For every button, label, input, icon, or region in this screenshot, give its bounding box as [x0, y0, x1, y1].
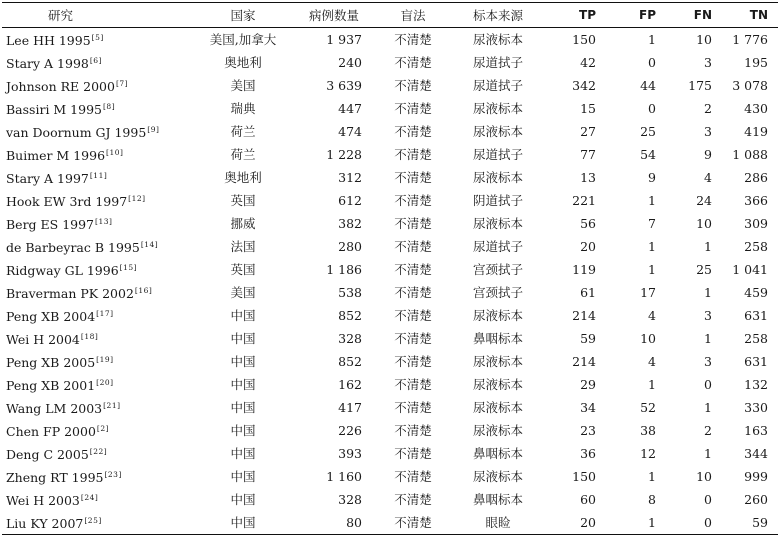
table-row — [2, 74, 778, 97]
cell-study — [2, 258, 194, 281]
cell-fp: 9 — [648, 169, 656, 185]
cell-sample: 阴道拭子 — [472, 192, 523, 208]
cell-blind: 不清楚 — [394, 284, 432, 300]
cell-cases: 3 639 — [326, 77, 362, 93]
cell-cases: 852 — [338, 307, 362, 323]
cell-cases: 328 — [338, 330, 362, 346]
cell-tp: 34 — [580, 399, 596, 415]
cell-sample: 尿液标本 — [472, 100, 523, 116]
table-row — [2, 235, 778, 258]
cell-blind: 不清楚 — [394, 468, 432, 484]
cell-fp: 38 — [640, 422, 656, 438]
header-tn: TN — [749, 8, 768, 22]
study-name: Peng XB 2004 — [6, 309, 96, 324]
cell-fp: 12 — [640, 445, 656, 461]
cell-tp: 221 — [572, 192, 596, 208]
cell-tn: 163 — [744, 422, 768, 438]
cell-blind: 不清楚 — [394, 491, 432, 507]
cell-study — [2, 419, 194, 442]
table-row — [2, 373, 778, 396]
cell-blind: 不清楚 — [394, 169, 432, 185]
study-name: Lee HH 1995 — [6, 33, 91, 48]
cell-study — [2, 350, 194, 373]
study-name: Peng XB 2005 — [6, 355, 96, 370]
cell-fn: 1 — [704, 330, 712, 346]
cell-blind: 不清楚 — [394, 100, 432, 116]
cell-fn: 1 — [704, 238, 712, 254]
cell-country: 奥地利 — [224, 54, 262, 70]
cell-fp: 1 — [648, 468, 656, 484]
table-row — [2, 143, 778, 166]
cell-sample: 鼻咽标本 — [472, 445, 523, 461]
cell-blind: 不清楚 — [394, 238, 432, 254]
cell-sample: 尿液标本 — [472, 31, 523, 47]
cell-country: 瑞典 — [230, 100, 256, 116]
cell-study — [2, 304, 194, 327]
cell-cases: 240 — [338, 54, 362, 70]
study-name: Stary A 1998 — [6, 56, 89, 71]
cell-country: 英国 — [230, 192, 256, 208]
reference-marker: [12] — [128, 194, 146, 203]
cell-study — [2, 511, 194, 535]
cell-sample: 尿液标本 — [472, 376, 523, 392]
cell-country: 美国 — [230, 77, 256, 93]
cell-tp: 20 — [580, 514, 596, 530]
cell-sample: 鼻咽标本 — [472, 491, 523, 507]
cell-cases: 80 — [346, 514, 362, 530]
cell-tn: 309 — [744, 215, 768, 231]
cell-blind: 不清楚 — [394, 445, 432, 461]
cell-fn: 3 — [704, 353, 712, 369]
cell-blind: 不清楚 — [394, 514, 432, 530]
cell-blind: 不清楚 — [394, 54, 432, 70]
table-row — [2, 120, 778, 143]
cell-tn: 260 — [744, 491, 768, 507]
cell-fp: 1 — [648, 514, 656, 530]
cell-study — [2, 166, 194, 189]
cell-blind: 不清楚 — [394, 353, 432, 369]
cell-sample: 尿道拭子 — [472, 146, 523, 162]
cell-fn: 3 — [704, 54, 712, 70]
table-row — [2, 212, 778, 235]
cell-fp: 8 — [648, 491, 656, 507]
cell-tn: 195 — [744, 54, 768, 70]
header-cases: 病例数量 — [308, 8, 359, 23]
cell-tp: 56 — [580, 215, 596, 231]
cell-blind: 不清楚 — [394, 215, 432, 231]
cell-tn: 3 078 — [732, 77, 768, 93]
cell-country: 美国 — [230, 284, 256, 300]
cell-cases: 312 — [338, 169, 362, 185]
header-blind: 盲法 — [400, 8, 426, 23]
cell-blind: 不清楚 — [394, 422, 432, 438]
header-fn: FN — [693, 8, 712, 22]
cell-country: 挪威 — [230, 215, 256, 231]
cell-tp: 29 — [580, 376, 596, 392]
header-sample: 标本来源 — [472, 8, 523, 23]
header-tp: TP — [579, 8, 596, 22]
study-name: Braverman PK 2002 — [6, 286, 134, 301]
cell-tp: 27 — [580, 123, 596, 139]
table-row — [2, 442, 778, 465]
reference-marker: [14] — [140, 240, 159, 249]
study-name: Chen FP 2000 — [6, 424, 96, 439]
cell-sample: 尿液标本 — [472, 169, 523, 185]
cell-country: 中国 — [230, 514, 256, 530]
cell-cases: 538 — [338, 284, 362, 300]
cell-fn: 2 — [704, 422, 712, 438]
study-name: Wang LM 2003 — [6, 401, 103, 416]
cell-fp: 25 — [640, 123, 656, 139]
study-name: Zheng RT 1995 — [6, 470, 104, 485]
cell-study — [2, 51, 194, 74]
cell-cases: 328 — [338, 491, 362, 507]
table-row — [2, 350, 778, 373]
table-header — [2, 3, 778, 28]
cell-blind: 不清楚 — [394, 31, 432, 47]
study-table-container — [2, 2, 778, 535]
table-row — [2, 281, 778, 304]
cell-study — [2, 488, 194, 511]
cell-tp: 59 — [580, 330, 596, 346]
study-name: Stary A 1997 — [6, 171, 89, 186]
reference-marker: [9] — [147, 125, 160, 134]
study-name: Johnson RE 2000 — [6, 79, 115, 94]
cell-blind: 不清楚 — [394, 123, 432, 139]
study-name: Deng C 2005 — [6, 447, 89, 462]
cell-tn: 59 — [752, 514, 768, 530]
cell-fp: 0 — [648, 100, 656, 116]
cell-blind: 不清楚 — [394, 146, 432, 162]
cell-tp: 119 — [572, 261, 596, 277]
cell-study — [2, 97, 194, 120]
cell-study — [2, 396, 194, 419]
cell-tp: 214 — [572, 307, 596, 323]
cell-country: 中国 — [230, 468, 256, 484]
cell-blind: 不清楚 — [394, 330, 432, 346]
cell-sample: 尿液标本 — [472, 215, 523, 231]
cell-study — [2, 373, 194, 396]
study-name: Ridgway GL 1996 — [6, 263, 119, 278]
cell-fp: 17 — [640, 284, 656, 300]
cell-fn: 0 — [704, 491, 712, 507]
cell-country: 荷兰 — [230, 146, 256, 162]
cell-tn: 330 — [744, 399, 768, 415]
table-row — [2, 419, 778, 442]
reference-marker: [10] — [106, 148, 124, 157]
cell-sample: 鼻咽标本 — [472, 330, 523, 346]
cell-tp: 60 — [580, 491, 596, 507]
cell-study — [2, 465, 194, 488]
table-row — [2, 511, 778, 535]
study-name: Hook EW 3rd 1997 — [6, 194, 128, 209]
cell-cases: 393 — [338, 445, 362, 461]
cell-cases: 1 160 — [326, 468, 362, 484]
cell-fn: 10 — [696, 215, 712, 231]
study-name: de Barbeyrac B 1995 — [6, 240, 140, 255]
cell-tn: 132 — [744, 376, 768, 392]
cell-tn: 631 — [744, 307, 768, 323]
cell-study — [2, 212, 194, 235]
cell-tp: 13 — [580, 169, 596, 185]
reference-marker: [2] — [96, 424, 110, 433]
reference-marker: [21] — [103, 401, 121, 410]
cell-tn: 258 — [744, 330, 768, 346]
cell-tn: 459 — [744, 284, 768, 300]
table-row — [2, 465, 778, 488]
cell-cases: 447 — [338, 100, 362, 116]
cell-study — [2, 28, 194, 52]
cell-country: 中国 — [230, 330, 256, 346]
cell-blind: 不清楚 — [394, 77, 432, 93]
cell-country: 中国 — [230, 399, 256, 415]
table-row — [2, 304, 778, 327]
cell-sample: 尿液标本 — [472, 399, 523, 415]
header-study: 研究 — [48, 8, 74, 23]
cell-cases: 1 228 — [326, 146, 362, 162]
cell-tp: 214 — [572, 353, 596, 369]
cell-sample: 尿液标本 — [472, 422, 523, 438]
cell-tp: 77 — [580, 146, 596, 162]
cell-sample: 尿液标本 — [472, 307, 523, 323]
cell-fp: 52 — [640, 399, 656, 415]
cell-tp: 20 — [580, 238, 596, 254]
cell-fp: 7 — [648, 215, 656, 231]
cell-cases: 1 186 — [326, 261, 362, 277]
cell-blind: 不清楚 — [394, 376, 432, 392]
reference-marker: [5] — [91, 33, 104, 42]
cell-country: 中国 — [230, 307, 256, 323]
cell-fp: 1 — [648, 238, 656, 254]
cell-sample: 尿液标本 — [472, 353, 523, 369]
cell-country: 英国 — [230, 261, 256, 277]
cell-fn: 24 — [696, 192, 712, 208]
cell-fn: 0 — [704, 514, 712, 530]
study-name: Buimer M 1996 — [6, 148, 106, 163]
cell-study — [2, 235, 194, 258]
cell-fn: 1 — [704, 284, 712, 300]
header-fp: FP — [639, 8, 656, 22]
cell-fp: 4 — [648, 353, 656, 369]
cell-cases: 382 — [338, 215, 362, 231]
table-row — [2, 488, 778, 511]
study-table — [2, 2, 778, 535]
cell-tn: 419 — [744, 123, 768, 139]
cell-fn: 25 — [696, 261, 712, 277]
reference-marker: [11] — [89, 171, 108, 180]
table-row — [2, 28, 778, 52]
cell-sample: 尿液标本 — [472, 468, 523, 484]
table-body — [2, 28, 778, 535]
cell-fn: 175 — [688, 77, 712, 93]
cell-fp: 1 — [648, 192, 656, 208]
table-row — [2, 258, 778, 281]
cell-fn: 1 — [704, 445, 712, 461]
cell-fn: 10 — [696, 31, 712, 47]
header-country: 国家 — [230, 8, 256, 23]
reference-marker: [18] — [80, 332, 99, 341]
cell-fp: 44 — [640, 77, 656, 93]
cell-cases: 852 — [338, 353, 362, 369]
cell-study — [2, 143, 194, 166]
cell-tp: 150 — [572, 468, 596, 484]
cell-tn: 1 041 — [732, 261, 768, 277]
reference-marker: [22] — [89, 447, 108, 456]
reference-marker: [16] — [134, 286, 153, 295]
cell-cases: 474 — [338, 123, 362, 139]
cell-fp: 4 — [648, 307, 656, 323]
cell-tp: 61 — [580, 284, 596, 300]
cell-tn: 258 — [744, 238, 768, 254]
cell-fp: 10 — [640, 330, 656, 346]
cell-fp: 1 — [648, 31, 656, 47]
header-row — [2, 3, 778, 28]
cell-tp: 150 — [572, 31, 596, 47]
cell-country: 中国 — [230, 445, 256, 461]
cell-country: 奥地利 — [224, 169, 262, 185]
cell-tn: 344 — [744, 445, 768, 461]
reference-marker: [7] — [115, 79, 129, 88]
cell-study — [2, 327, 194, 350]
cell-tn: 1 088 — [732, 146, 768, 162]
cell-blind: 不清楚 — [394, 307, 432, 323]
table-row — [2, 189, 778, 212]
reference-marker: [6] — [89, 56, 102, 65]
cell-country: 中国 — [230, 353, 256, 369]
reference-marker: [15] — [119, 263, 138, 272]
cell-country: 荷兰 — [230, 123, 256, 139]
cell-tp: 342 — [572, 77, 596, 93]
table-row — [2, 327, 778, 350]
reference-marker: [23] — [104, 470, 122, 479]
cell-blind: 不清楚 — [394, 192, 432, 208]
cell-tn: 1 776 — [732, 31, 768, 47]
study-name: Wei H 2004 — [6, 332, 80, 347]
cell-tp: 23 — [580, 422, 596, 438]
cell-blind: 不清楚 — [394, 399, 432, 415]
cell-tp: 15 — [580, 100, 596, 116]
cell-fn: 3 — [704, 307, 712, 323]
cell-country: 中国 — [230, 422, 256, 438]
cell-fp: 54 — [640, 146, 656, 162]
cell-fn: 10 — [696, 468, 712, 484]
cell-study — [2, 442, 194, 465]
cell-cases: 226 — [338, 422, 362, 438]
study-name: Liu KY 2007 — [6, 516, 84, 531]
cell-cases: 417 — [338, 399, 362, 415]
cell-fp: 1 — [648, 261, 656, 277]
cell-fn: 0 — [704, 376, 712, 392]
cell-tn: 366 — [744, 192, 768, 208]
cell-fp: 0 — [648, 54, 656, 70]
cell-fn: 4 — [704, 169, 712, 185]
cell-sample: 尿道拭子 — [472, 238, 523, 254]
cell-tn: 631 — [744, 353, 768, 369]
cell-fn: 2 — [704, 100, 712, 116]
reference-marker: [24] — [80, 493, 99, 502]
cell-sample: 尿液标本 — [472, 123, 523, 139]
cell-cases: 612 — [338, 192, 362, 208]
reference-marker: [8] — [103, 102, 116, 111]
cell-fn: 3 — [704, 123, 712, 139]
reference-marker: [19] — [96, 355, 114, 364]
cell-study — [2, 189, 194, 212]
cell-sample: 宫颈拭子 — [472, 284, 523, 300]
study-name: Peng XB 2001 — [6, 378, 96, 393]
table-row — [2, 97, 778, 120]
cell-cases: 280 — [338, 238, 362, 254]
cell-tn: 999 — [744, 468, 768, 484]
cell-study — [2, 120, 194, 143]
table-row — [2, 51, 778, 74]
cell-cases: 162 — [338, 376, 362, 392]
cell-sample: 眼睑 — [485, 514, 511, 530]
reference-marker: [25] — [84, 516, 102, 525]
study-name: van Doornum GJ 1995 — [6, 125, 147, 140]
cell-fp: 1 — [648, 376, 656, 392]
cell-country: 中国 — [230, 491, 256, 507]
cell-country: 美国,加拿大 — [209, 31, 277, 47]
reference-marker: [13] — [95, 217, 113, 226]
study-name: Berg ES 1997 — [6, 217, 95, 232]
cell-tn: 286 — [744, 169, 768, 185]
reference-marker: [17] — [96, 309, 114, 318]
cell-sample: 宫颈拭子 — [472, 261, 523, 277]
cell-study — [2, 281, 194, 304]
cell-sample: 尿道拭子 — [472, 77, 523, 93]
cell-study — [2, 74, 194, 97]
study-name: Wei H 2003 — [6, 493, 80, 508]
cell-country: 法国 — [230, 238, 256, 254]
reference-marker: [20] — [96, 378, 114, 387]
table-row — [2, 396, 778, 419]
cell-tp: 36 — [580, 445, 596, 461]
study-name: Bassiri M 1995 — [6, 102, 102, 117]
cell-tn: 430 — [744, 100, 768, 116]
cell-country: 中国 — [230, 376, 256, 392]
cell-fn: 1 — [704, 399, 712, 415]
cell-fn: 9 — [704, 146, 712, 162]
cell-tp: 42 — [580, 54, 596, 70]
cell-sample: 尿道拭子 — [472, 54, 523, 70]
table-row — [2, 166, 778, 189]
cell-blind: 不清楚 — [394, 261, 432, 277]
cell-cases: 1 937 — [326, 31, 362, 47]
